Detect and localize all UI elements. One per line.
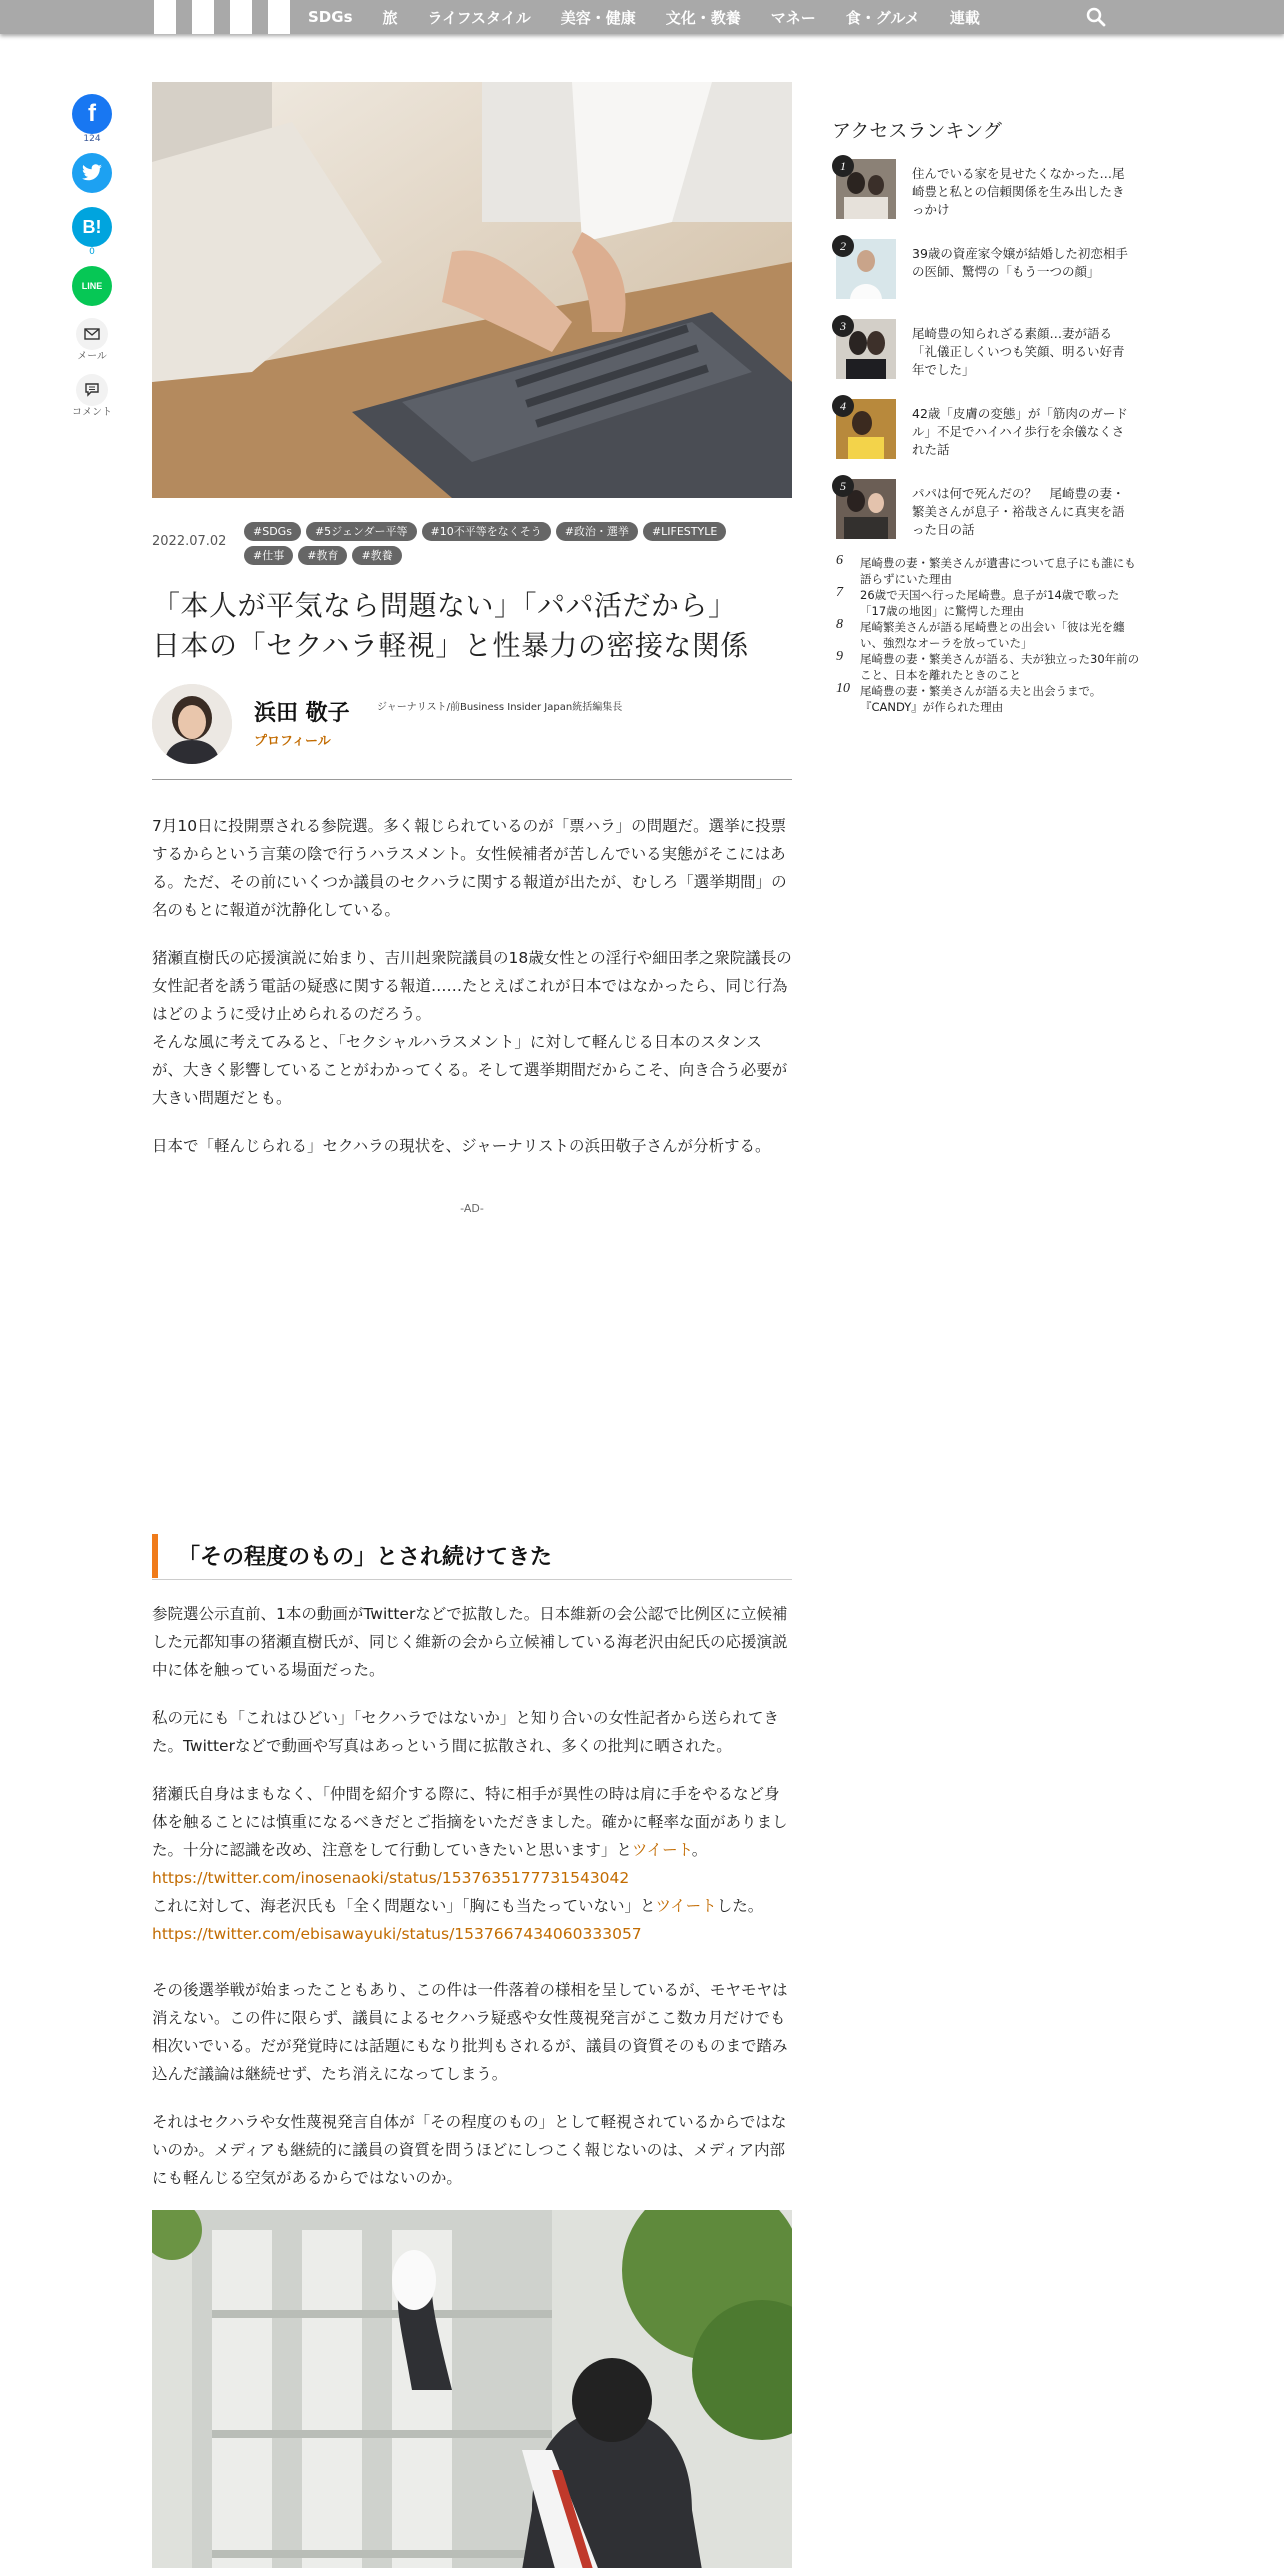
nav-list bbox=[308, 0, 1010, 34]
hero-image bbox=[152, 82, 792, 498]
paragraph: 7月10日に投開票される参院選。多く報じられているのが「票ハラ」の問題だ。選挙に投票するからという言葉の陰で行うハラスメント。女性候補者が苦しんでいる実態がそこにはある。ただ、その前にいくつか議員のセクハラに関する報道が出たが、むしろ「選挙期間」の名のもとに報道が沈静化している。 bbox=[152, 817, 787, 919]
nav-item-travel[interactable]: 旅 bbox=[382, 8, 398, 27]
ranking-text: 39歳の資産家令嬢が結婚した初恋相手の医師、驚愕の「もう一つの顔」 bbox=[912, 246, 1128, 279]
ad-label: -AD- bbox=[460, 1202, 484, 1215]
paragraph bbox=[152, 944, 792, 1112]
share-line[interactable] bbox=[70, 266, 114, 306]
section-title: 「その程度のもの」とされ続けてきた bbox=[178, 1545, 553, 1570]
paragraph-part: そんな風に考えてみると、「セクシャルハラスメント」に対して軽んじる日本のスタンスが、大きく影響していることがわかってくる。そして選挙期間だからこそ、向き合う必要が大きい問題だとも。 bbox=[152, 1033, 788, 1107]
mail-label: メール bbox=[77, 351, 107, 362]
ranking-text: 42歳「皮膚の変態」が「筋肉のガードル」不足でハイハイ歩行を余儀なくされた話 bbox=[912, 406, 1128, 457]
share-twitter[interactable] bbox=[70, 153, 114, 193]
tag[interactable]: #LIFESTYLE bbox=[643, 522, 726, 541]
tweet-link[interactable]: ツイート bbox=[631, 1841, 692, 1859]
nav-item-food[interactable]: 食・グルメ bbox=[845, 8, 920, 27]
section-body bbox=[152, 1600, 792, 2192]
ranking-item[interactable] bbox=[832, 395, 1132, 475]
ranking-text: 尾崎豊の妻・繁美さんが語る、夫が独立った30年前のこと、日本を離れたときのこと bbox=[860, 652, 1140, 682]
nav-item-culture[interactable]: 文化・教養 bbox=[665, 8, 741, 27]
share-comment[interactable] bbox=[70, 374, 114, 420]
site-logo[interactable] bbox=[154, 0, 294, 34]
twitter-icon[interactable] bbox=[72, 153, 112, 193]
rank-number: 8 bbox=[836, 617, 843, 632]
section-heading bbox=[152, 1532, 792, 1580]
paragraph: それはセクハラや女性蔑視発言自体が「その程度のもの」として軽視されているからではないのか。メディアも継続的に議員の資質を問うほどにしつこく報じないのは、メディア内部にも軽んじる空気があるからではないのか。 bbox=[152, 2113, 787, 2187]
ranking-item-small[interactable] bbox=[832, 587, 1132, 619]
ranking-text: 尾崎繁美さんが語る尾崎豊との出会い「彼は光を纏い、強烈なオーラを放っていた」 bbox=[860, 620, 1125, 650]
rank-number: 10 bbox=[836, 681, 850, 696]
paragraph: その後選挙戦が始まったこともあり、この件は一件落着の様相を呈しているが、モヤモヤは消えない。この件に限らず、議員によるセクハラ疑惑や女性蔑視発言がここ数カ月だけでも相次いでいる。だが発覚時には話題にもなり批判もされるが、議員の資質そのものまで踏み込んだ議論は継続せず、たち消えになってしまう。 bbox=[152, 1981, 788, 2083]
rank-number: 6 bbox=[836, 553, 843, 568]
share-facebook[interactable] bbox=[70, 94, 114, 145]
paragraph: 参院選公示直前、1本の動画がTwitterなどで拡散した。日本維新の会公認で比例区に立候補した元都知事の猪瀬直樹氏が、同じく維新の会から立候補している海老沢由紀氏の応援演説中に体を触っている場面だった。 bbox=[152, 1605, 788, 1679]
ranking-item[interactable] bbox=[832, 315, 1132, 395]
ranking-text: 26歳で天国へ行った尾崎豊。息子が14歳で歌った「17歳の地図」に驚愕した理由 bbox=[860, 588, 1120, 618]
ranking-title: アクセスランキング bbox=[832, 120, 1002, 142]
title-line-2: 日本の「セクハラ軽視」と性暴力の密接な関係 bbox=[152, 629, 749, 662]
share-hatena[interactable] bbox=[70, 207, 114, 258]
quote-text: 猪瀬氏自身はまもなく、「仲間を紹介する際に、特に相手が異性の時は肩に手をやるなど身体を触ることには慎重になるべきだとご指摘をいただきました。確かに軽率な面がありました。十分に認識を改め、注意をして行動していきたいと思います」と bbox=[152, 1785, 788, 1859]
ranking-item-small[interactable] bbox=[832, 649, 1140, 683]
publish-date: 2022.07.02 bbox=[152, 534, 227, 549]
ranking-text: 住んでいる家を見せたくなかった…尾崎豊と私との信頼関係を生み出したきっかけ bbox=[912, 166, 1125, 217]
article-meta bbox=[152, 522, 792, 570]
ranking-item[interactable] bbox=[832, 475, 1132, 555]
tag[interactable]: #仕事 bbox=[244, 546, 293, 565]
sidebar-ranking bbox=[832, 116, 1140, 715]
title-line-1: 「本人が平気なら問題ない」「パパ活だから」 bbox=[152, 589, 737, 622]
nav-item-sdgs[interactable]: SDGs bbox=[308, 8, 353, 26]
ad-slot bbox=[152, 1202, 792, 1532]
line-icon[interactable]: LINE bbox=[72, 266, 112, 306]
article-body bbox=[152, 812, 792, 1160]
rank-badge: 5 bbox=[832, 475, 854, 497]
hatena-bookmark-icon[interactable]: B! bbox=[72, 207, 112, 247]
hatena-share-count: 0 bbox=[89, 247, 95, 257]
comment-icon[interactable] bbox=[76, 374, 108, 406]
author-role: ジャーナリスト/前Business Insider Japan統括編集長 bbox=[377, 702, 623, 713]
author-name[interactable]: 浜田 敬子 bbox=[254, 701, 350, 726]
tweet-link[interactable]: ツイート bbox=[655, 1897, 717, 1915]
paragraph-part: 猪瀬直樹氏の応援演説に始まり、吉川赳衆院議員の18歳女性との淫行や細田孝之衆院議長の女性記者を誘う電話の疑惑に関する報道……たとえばこれが日本ではなかったら、同じ行為はどのように受け止められるのだろう。 bbox=[152, 949, 792, 1023]
author-avatar[interactable] bbox=[152, 684, 232, 764]
search-icon[interactable] bbox=[1084, 5, 1108, 29]
paragraph: 私の元にも「これはひどい」「セクハラではないか」と知り合いの女性記者から送られてきた。Twitterなどで動画や写真はあっという間に拡散され、多くの批判に晒された。 bbox=[152, 1709, 779, 1755]
tag[interactable]: #政治・選挙 bbox=[556, 522, 638, 541]
quote-text-end: 。 bbox=[691, 1841, 708, 1859]
comment-label: コメント bbox=[72, 407, 112, 418]
top-nav bbox=[0, 0, 1284, 34]
author-block bbox=[152, 680, 792, 780]
ranking-item[interactable] bbox=[832, 235, 1132, 315]
ranking-item[interactable] bbox=[832, 155, 1132, 235]
ranking-text: 尾崎豊の妻・繁美さんが遺書について息子にも誰にも語らずにいた理由 bbox=[860, 556, 1136, 586]
article-photo bbox=[152, 2210, 792, 2568]
ranking-text: パパは何で死んだの？ 尾崎豊の妻・繁美さんが息子・裕哉さんに真実を語った日の話 bbox=[912, 486, 1125, 537]
tag[interactable]: #10不平等をなくそう bbox=[422, 522, 551, 541]
nav-item-beauty-health[interactable]: 美容・健康 bbox=[560, 8, 636, 27]
quote-text: これに対して、海老沢氏も「全く問題ない」「胸にも当たっていない」と bbox=[152, 1897, 656, 1915]
ranking-item-small[interactable] bbox=[832, 553, 1136, 587]
share-column bbox=[70, 94, 114, 420]
rank-badge: 1 bbox=[832, 155, 854, 177]
tag[interactable]: #教養 bbox=[352, 546, 401, 565]
rank-badge: 2 bbox=[832, 235, 854, 257]
author-profile-link[interactable]: プロフィール bbox=[254, 734, 331, 749]
quote-text-end: した。 bbox=[716, 1897, 764, 1915]
rank-badge: 3 bbox=[832, 315, 854, 337]
tag[interactable]: #5ジェンダー平等 bbox=[306, 522, 417, 541]
rank-number: 7 bbox=[836, 585, 843, 600]
tweet-url-link[interactable]: https://twitter.com/ebisawayuki/status/1537667434060333057 bbox=[152, 1925, 642, 1943]
ranking-list bbox=[832, 155, 1140, 715]
facebook-icon[interactable]: f bbox=[72, 94, 112, 134]
nav-item-series[interactable]: 連載 bbox=[949, 8, 980, 27]
article bbox=[152, 82, 792, 2568]
ranking-text: 尾崎豊の知られざる素顔…妻が語る「礼儀正しくいつも笑顔、明るい好青年でした」 bbox=[912, 326, 1125, 377]
paragraph bbox=[152, 1780, 792, 1948]
article-title bbox=[152, 586, 792, 666]
ranking-item-small[interactable] bbox=[832, 683, 1132, 715]
nav-item-lifestyle[interactable]: ライフスタイル bbox=[427, 8, 531, 27]
ranking-text: 尾崎豊の妻・繁美さんが語る夫と出会うまで。『CANDY』が作られた理由 bbox=[860, 684, 1102, 714]
share-mail[interactable] bbox=[70, 318, 114, 364]
mail-icon[interactable] bbox=[76, 318, 108, 350]
tag[interactable]: #SDGs bbox=[244, 522, 301, 541]
tag-list bbox=[244, 522, 784, 570]
tag[interactable]: #教育 bbox=[298, 546, 347, 565]
tweet-url-link[interactable]: https://twitter.com/inosenaoki/status/1537635177731543042 bbox=[152, 1869, 630, 1887]
rank-badge: 4 bbox=[832, 395, 854, 417]
facebook-share-count: 124 bbox=[83, 134, 101, 144]
ranking-item-small[interactable] bbox=[832, 619, 1132, 651]
nav-item-money[interactable]: マネー bbox=[770, 8, 816, 27]
paragraph: 日本で「軽んじられる」セクハラの現状を、ジャーナリストの浜田敬子さんが分析する。 bbox=[152, 1137, 771, 1155]
section-accent-bar bbox=[152, 1534, 158, 1578]
rank-number: 9 bbox=[836, 649, 843, 664]
